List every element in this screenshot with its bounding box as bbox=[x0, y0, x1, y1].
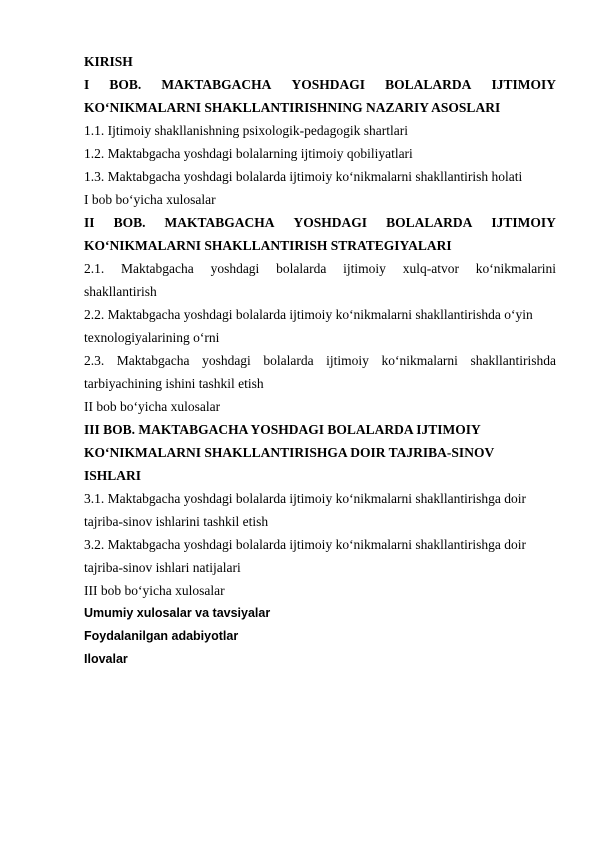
appendices: Ilovalar bbox=[84, 652, 128, 666]
chapter-3-title-line-2: KO‘NIKMALARNI SHAKLLANTIRISHGA DOIR TAJRIBA-SINOV bbox=[84, 445, 495, 460]
chapter-1-title-line-1 bbox=[84, 73, 556, 96]
section-3-1-line-1: 3.1. Maktabgacha yoshdagi bolalarda ijtimoiy ko‘nikmalarni shakllantirishga doir bbox=[84, 491, 527, 506]
section-2-1-word: xulq-atvor bbox=[402, 261, 459, 276]
section-2-3-word: bolalarda bbox=[263, 353, 314, 368]
chapter-2-summary: II bob bo‘yicha xulosalar bbox=[84, 399, 221, 414]
section-2-2-line-2: texnologiyalarining o‘rni bbox=[84, 330, 220, 345]
section-2-1-word: 2.1. bbox=[84, 261, 105, 276]
chapter-3-summary: III bob bo‘yicha xulosalar bbox=[84, 583, 225, 598]
section-2-1-word: ijtimoiy bbox=[343, 261, 386, 276]
chapter-2-title-word: II bbox=[84, 215, 95, 230]
section-2-1-word: Maktabgacha bbox=[121, 261, 194, 276]
section-2-3-word: 2.3. bbox=[84, 353, 105, 368]
chapter-2-title-word: BOLALARDA bbox=[386, 215, 473, 230]
section-1-1: 1.1. Ijtimoiy shakllanishning psixologik-pedagogik shartlari bbox=[84, 123, 408, 138]
section-3-1-line-2: tajriba-sinov ishlarini tashkil etish bbox=[84, 514, 269, 529]
references: Foydalanilgan adabiyotlar bbox=[84, 629, 239, 643]
table-of-contents bbox=[84, 50, 556, 671]
chapter-2-title-word: IJTIMOIY bbox=[491, 215, 556, 230]
chapter-2-title-word: MAKTABGACHA bbox=[164, 215, 275, 230]
chapter-1-title-line-2: KO‘NIKMALARNI SHAKLLANTIRISHNING NAZARIY ASOSLARI bbox=[84, 100, 501, 115]
section-1-2: 1.2. Maktabgacha yoshdagi bolalarning ijtimoiy qobiliyatlari bbox=[84, 146, 413, 161]
toc-introduction: KIRISH bbox=[84, 54, 133, 69]
chapter-1-title-word: MAKTABGACHA bbox=[161, 77, 272, 92]
section-3-2-line-2: tajriba-sinov ishlari natijalari bbox=[84, 560, 241, 575]
section-2-1-word: yoshdagi bbox=[210, 261, 260, 276]
chapter-3-title-line-3: ISHLARI bbox=[84, 468, 142, 483]
section-2-1-line-2: shakllantirish bbox=[84, 284, 157, 299]
section-2-3-line-2: tarbiyachining ishini tashkil etish bbox=[84, 376, 264, 391]
section-2-3-word: Maktabgacha bbox=[116, 353, 190, 368]
section-2-1-line-1 bbox=[84, 257, 556, 280]
chapter-1-title-word: BOLALARDA bbox=[385, 77, 472, 92]
section-2-3-line-1 bbox=[84, 349, 556, 372]
chapter-1-title-word: I bbox=[84, 77, 90, 92]
chapter-3-title-line-1: III BOB. MAKTABGACHA YOSHDAGI BOLALARDA IJTIMOIY bbox=[84, 422, 481, 437]
section-2-3-word: ijtimoiy bbox=[326, 353, 369, 368]
section-3-2-line-1: 3.2. Maktabgacha yoshdagi bolalarda ijtimoiy ko‘nikmalarni shakllantirishga doir bbox=[84, 537, 527, 552]
chapter-1-summary: I bob bo‘yicha xulosalar bbox=[84, 192, 216, 207]
section-1-3: 1.3. Maktabgacha yoshdagi bolalarda ijtimoiy ko‘nikmalarni shakllantirish holati bbox=[84, 169, 523, 184]
chapter-2-title-word: YOSHDAGI bbox=[293, 215, 368, 230]
chapter-2-title-line-1 bbox=[84, 211, 556, 234]
section-2-3-word: shakllantirishda bbox=[470, 353, 556, 368]
chapter-1-title-word: IJTIMOIY bbox=[491, 77, 556, 92]
chapter-2-title-word: BOB. bbox=[113, 215, 146, 230]
general-conclusions: Umumiy xulosalar va tavsiyalar bbox=[84, 606, 271, 620]
section-2-1-word: ko‘nikmalarini bbox=[475, 261, 556, 276]
section-2-1-word: bolalarda bbox=[276, 261, 327, 276]
section-2-2-line-1: 2.2. Maktabgacha yoshdagi bolalarda ijtimoiy ko‘nikmalarni shakllantirishda o‘yin bbox=[84, 307, 533, 322]
section-2-3-word: yoshdagi bbox=[202, 353, 251, 368]
section-2-3-word: ko‘nikmalarni bbox=[381, 353, 458, 368]
chapter-1-title-word: BOB. bbox=[109, 77, 142, 92]
chapter-2-title-line-2: KO‘NIKMALARNI SHAKLLANTIRISH STRATEGIYALARI bbox=[84, 238, 452, 253]
chapter-1-title-word: YOSHDAGI bbox=[291, 77, 365, 92]
